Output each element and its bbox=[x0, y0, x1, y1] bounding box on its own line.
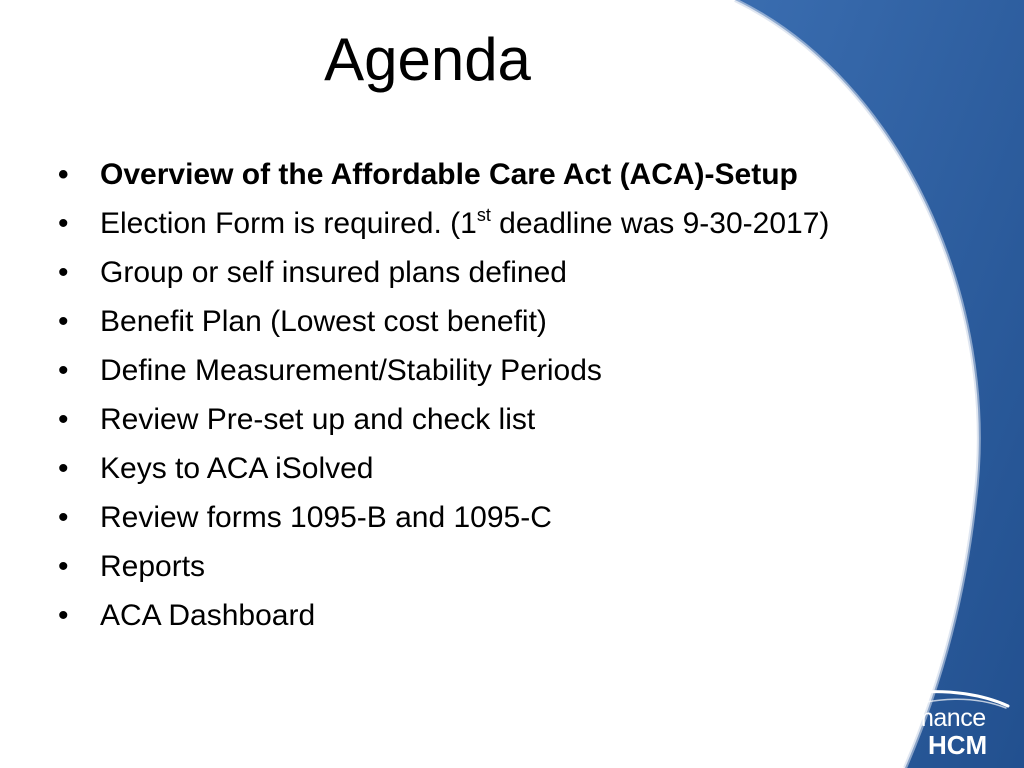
bullet-dot: • bbox=[58, 354, 69, 387]
agenda-item bbox=[58, 248, 829, 297]
agenda-item-text: Review forms 1095-B and 1095-C bbox=[100, 501, 552, 534]
agenda-item-text-after: deadline was 9-30-2017) bbox=[490, 207, 830, 240]
logo-text-hcm: HCM bbox=[928, 730, 988, 760]
bullet-dot: • bbox=[58, 501, 69, 534]
bullet-dot: • bbox=[58, 550, 69, 583]
bullet-dot: • bbox=[58, 403, 69, 436]
agenda-item-text: Keys to ACA iSolved bbox=[100, 452, 374, 485]
agenda-item bbox=[58, 591, 829, 640]
agenda-item bbox=[58, 150, 829, 199]
agenda-item-text: Benefit Plan (Lowest cost benefit) bbox=[100, 305, 547, 338]
logo-text-performance: Performance bbox=[848, 704, 986, 732]
agenda-item-text-before: Election Form is required. (1 bbox=[100, 207, 477, 240]
agenda-item bbox=[58, 199, 829, 248]
agenda-item-text: Define Measurement/Stability Periods bbox=[100, 354, 602, 387]
bullet-dot: • bbox=[58, 158, 69, 191]
agenda-item bbox=[58, 346, 829, 395]
agenda-item-text: Review Pre-set up and check list bbox=[100, 403, 536, 436]
agenda-item-text: ACA Dashboard bbox=[100, 599, 316, 632]
bullet-dot: • bbox=[58, 256, 69, 289]
slide-title: Agenda bbox=[324, 26, 531, 93]
bullet-dot: • bbox=[58, 207, 69, 240]
agenda-item-text: Overview of the Affordable Care Act (ACA)-Setup bbox=[100, 158, 798, 191]
agenda-item bbox=[58, 493, 829, 542]
agenda-item bbox=[58, 297, 829, 346]
agenda-item bbox=[58, 542, 829, 591]
bullet-dot: • bbox=[58, 452, 69, 485]
bullet-dot: • bbox=[58, 599, 69, 632]
agenda-list bbox=[58, 150, 829, 640]
agenda-item bbox=[58, 395, 829, 444]
performance-hcm-logo bbox=[836, 686, 1016, 762]
agenda-item-text: Reports bbox=[100, 550, 206, 583]
agenda-item bbox=[58, 444, 829, 493]
bullet-dot: • bbox=[58, 305, 69, 338]
agenda-item-text: Group or self insured plans defined bbox=[100, 256, 567, 289]
agenda-item-superscript: st bbox=[476, 205, 491, 225]
